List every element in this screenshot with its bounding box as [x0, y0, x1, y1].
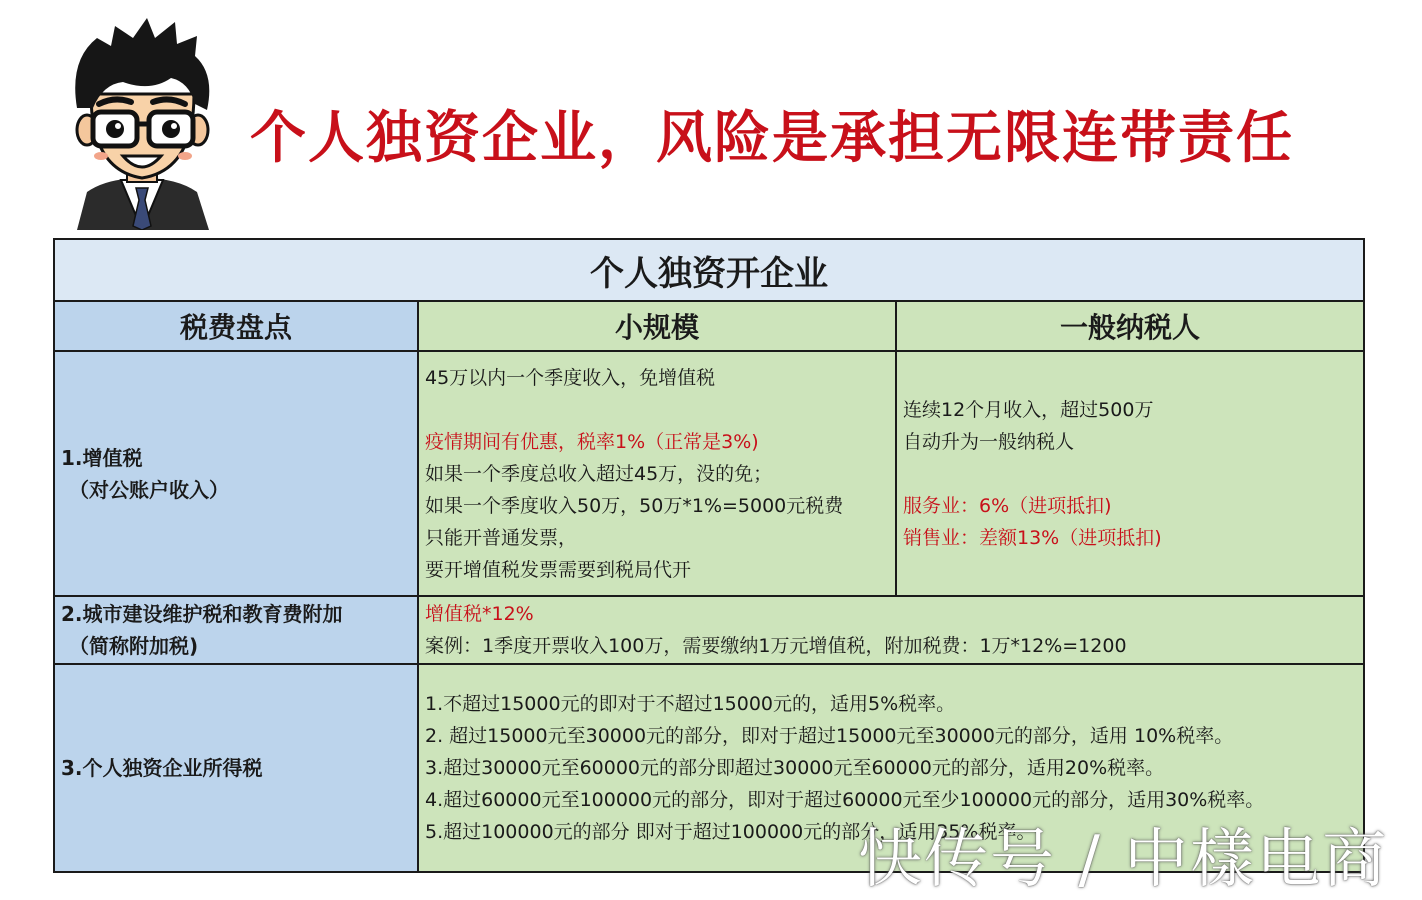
row-label: 2.城市建设维护税和教育费附加 — [61, 602, 343, 626]
row-label-surcharge — [54, 596, 418, 664]
cell-line: 案例：1季度开票收入100万，需要缴纳1万元增值税，附加税费：1万*12%=1200 — [425, 635, 1127, 657]
cell-line: 要开增值税发票需要到税局代开 — [425, 558, 692, 581]
cell-line-highlight: 疫情期间有优惠，税率1%（正常是3%) — [425, 430, 759, 453]
row-label-vat — [54, 351, 418, 596]
row-label: 3.个人独资企业所得税 — [61, 756, 263, 780]
cell-line: 连续12个月收入，超过500万 — [903, 398, 1154, 421]
header-general-taxpayer: 一般纳税人 — [896, 301, 1364, 351]
cell-line: 1.不超过15000元的即对于不超过15000元的，适用5%税率。 — [425, 693, 956, 715]
row-label: 1.增值税 — [61, 445, 143, 470]
cell-line-highlight: 增值税*12% — [425, 603, 534, 625]
table-header-row — [54, 301, 1364, 351]
table-title: 个人独资开企业 — [54, 239, 1364, 301]
headline: 个人独资企业，风险是承担无限连带责任 — [250, 105, 1294, 171]
watermark: 快传号 / 中樣电商 — [858, 823, 1389, 897]
vat-small-scale-cell — [418, 351, 896, 596]
cell-line: 5.超过100000元的部分 即对于超过100000元的部分，适用35%税率。 — [425, 821, 1036, 843]
surcharge-content-cell — [418, 596, 1364, 664]
table-row — [54, 351, 1364, 596]
cell-line: 4.超过60000元至100000元的部分，即对于超过60000元至少100000元的部分，适用30%税率。 — [425, 789, 1265, 811]
cell-line: 如果一个季度收入50万，50万*1%=5000元税费 — [425, 494, 844, 517]
table-title-row — [54, 239, 1364, 301]
cell-line-highlight: 服务业：6%（进项抵扣) — [903, 494, 1112, 517]
vat-general-cell — [896, 351, 1364, 596]
row-label-sub: （简称附加税) — [69, 634, 199, 658]
blank-line — [425, 394, 889, 426]
row-label-sub: （对公账户收入） — [69, 477, 229, 502]
cell-line: 45万以内一个季度收入，免增值税 — [425, 366, 716, 389]
cell-line: 只能开普通发票， — [425, 526, 578, 549]
header-small-scale: 小规模 — [418, 301, 896, 351]
tax-table — [53, 238, 1365, 873]
row-label-income-tax — [54, 664, 418, 872]
cell-line-highlight: 销售业：差额13%（进项抵扣) — [903, 526, 1162, 549]
cell-line: 自动升为一般纳税人 — [903, 430, 1075, 453]
table-row — [54, 596, 1364, 664]
cell-line: 3.超过30000元至60000元的部分即超过30000元至60000元的部分，适用20%税率。 — [425, 757, 1165, 779]
cell-line: 2. 超过15000元至30000元的部分，即对于超过15000元至30000元的部分，适用 10%税率。 — [425, 725, 1234, 747]
cartoon-avatar — [55, 12, 230, 230]
header-tax-items: 税费盘点 — [54, 301, 418, 351]
cell-line: 如果一个季度总收入超过45万，没的免； — [425, 462, 773, 485]
blank-line — [903, 458, 1357, 490]
